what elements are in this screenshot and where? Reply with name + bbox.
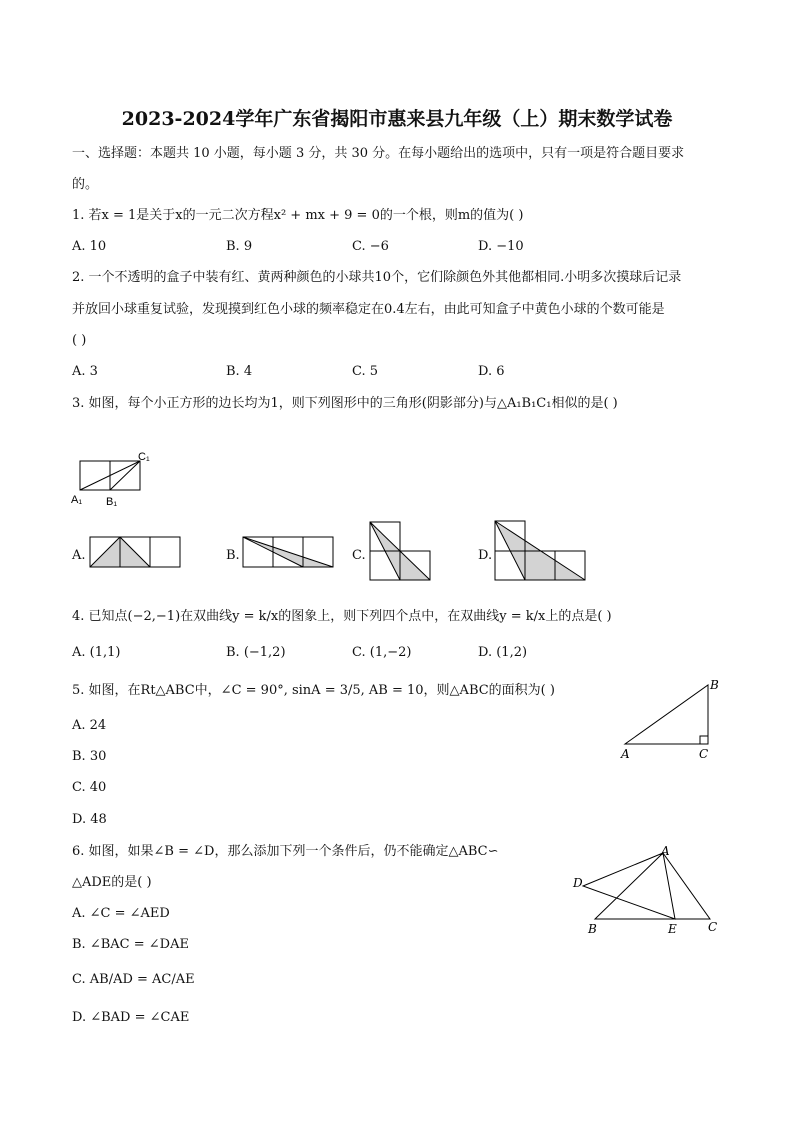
q3-option-b-figure (242, 536, 334, 570)
page-title: 2023-2024学年广东省揭阳市惠来县九年级（上）期末数学试卷 (121, 108, 673, 130)
q5-option-b: B. 30 (72, 749, 107, 764)
q4-stem: 4. 已知点(−2,−1)在双曲线y = k/x的图象上，则下列四个点中，在双曲线y = k/x上的点是( ) (72, 609, 612, 624)
q4-option-a: A. (1,1) (72, 645, 121, 660)
q3-option-a: A. (72, 548, 86, 563)
q3-option-c-figure (369, 521, 433, 583)
label-c: C (699, 747, 709, 761)
q4-option-c: C. (1,−2) (352, 645, 412, 660)
label-c1: C₁ (138, 451, 150, 463)
q1-stem: 1. 若x = 1是关于x的一元二次方程x² + mx + 9 = 0的一个根，则m的值为( ) (72, 208, 524, 223)
label-b: B (710, 678, 719, 692)
q5-option-c: C. 40 (72, 780, 107, 795)
q5-triangle-figure (615, 675, 730, 767)
q3-reference-figure (70, 445, 170, 513)
label-a: A (661, 844, 670, 858)
q4-option-d: D. (1,2) (478, 645, 528, 660)
q2-option-a: A. 3 (72, 364, 98, 379)
q5-option-d: D. 48 (72, 812, 107, 827)
q2-option-b: B. 4 (226, 364, 253, 379)
q4-option-b: B. (−1,2) (226, 645, 286, 660)
label-d: D (573, 876, 583, 890)
label-b1: B₁ (106, 496, 118, 508)
section-instruction: 一、选择题：本题共 10 小题，每小题 3 分，共 30 分。在每小题给出的选项中，只有一项是符合题目要求 (72, 146, 685, 161)
q6-option-d: D. ∠BAD = ∠CAE (72, 1010, 190, 1025)
q3-option-d-figure (494, 520, 588, 583)
q3-stem: 3. 如图，每个小正方形的边长均为1，则下列图形中的三角形(阴影部分)与△A₁B₁C₁相似的是( ) (72, 396, 618, 411)
q6-option-a: A. ∠C = ∠AED (72, 906, 170, 921)
q1-option-d: D. −10 (478, 239, 524, 254)
q1-option-c: C. −6 (352, 239, 389, 254)
label-a: A (621, 747, 630, 761)
q1-option-b: B. 9 (226, 239, 253, 254)
q5-option-a: A. 24 (72, 718, 107, 733)
q6-stem-line2: △ADE的是( ) (72, 875, 152, 890)
section-instruction-cont: 的。 (72, 177, 99, 192)
q3-option-a-figure (89, 536, 181, 570)
q2-stem-line3: ( ) (72, 333, 87, 348)
q5-stem: 5. 如图，在Rt△ABC中，∠C = 90°, sinA = 3/5, AB = 10，则△ABC的面积为( ) (72, 683, 555, 698)
q3-option-d: D. (478, 548, 493, 563)
q2-option-c: C. 5 (352, 364, 379, 379)
q3-option-c: C. (352, 548, 366, 563)
label-b: B (588, 922, 597, 936)
label-c: C (708, 920, 718, 934)
q6-triangle-figure (565, 840, 730, 940)
q6-option-b: B. ∠BAC = ∠DAE (72, 937, 189, 952)
q6-option-c: C. AB/AD = AC/AE (72, 972, 195, 987)
q2-option-d: D. 6 (478, 364, 505, 379)
q3-option-b: B. (226, 548, 240, 563)
q6-stem-line1: 6. 如图，如果∠B = ∠D，那么添加下列一个条件后，仍不能确定△ABC∽ (72, 844, 499, 859)
label-a1: A₁ (71, 494, 83, 506)
q2-stem-line2: 并放回小球重复试验，发现摸到红色小球的频率稳定在0.4左右，由此可知盒子中黄色小球的个数可能是 (72, 302, 665, 317)
q1-option-a: A. 10 (72, 239, 107, 254)
q2-stem-line1: 2. 一个不透明的盒子中装有红、黄两种颜色的小球共10个，它们除颜色外其他都相同.小明多次摸球后记录 (72, 270, 682, 285)
label-e: E (668, 922, 677, 936)
